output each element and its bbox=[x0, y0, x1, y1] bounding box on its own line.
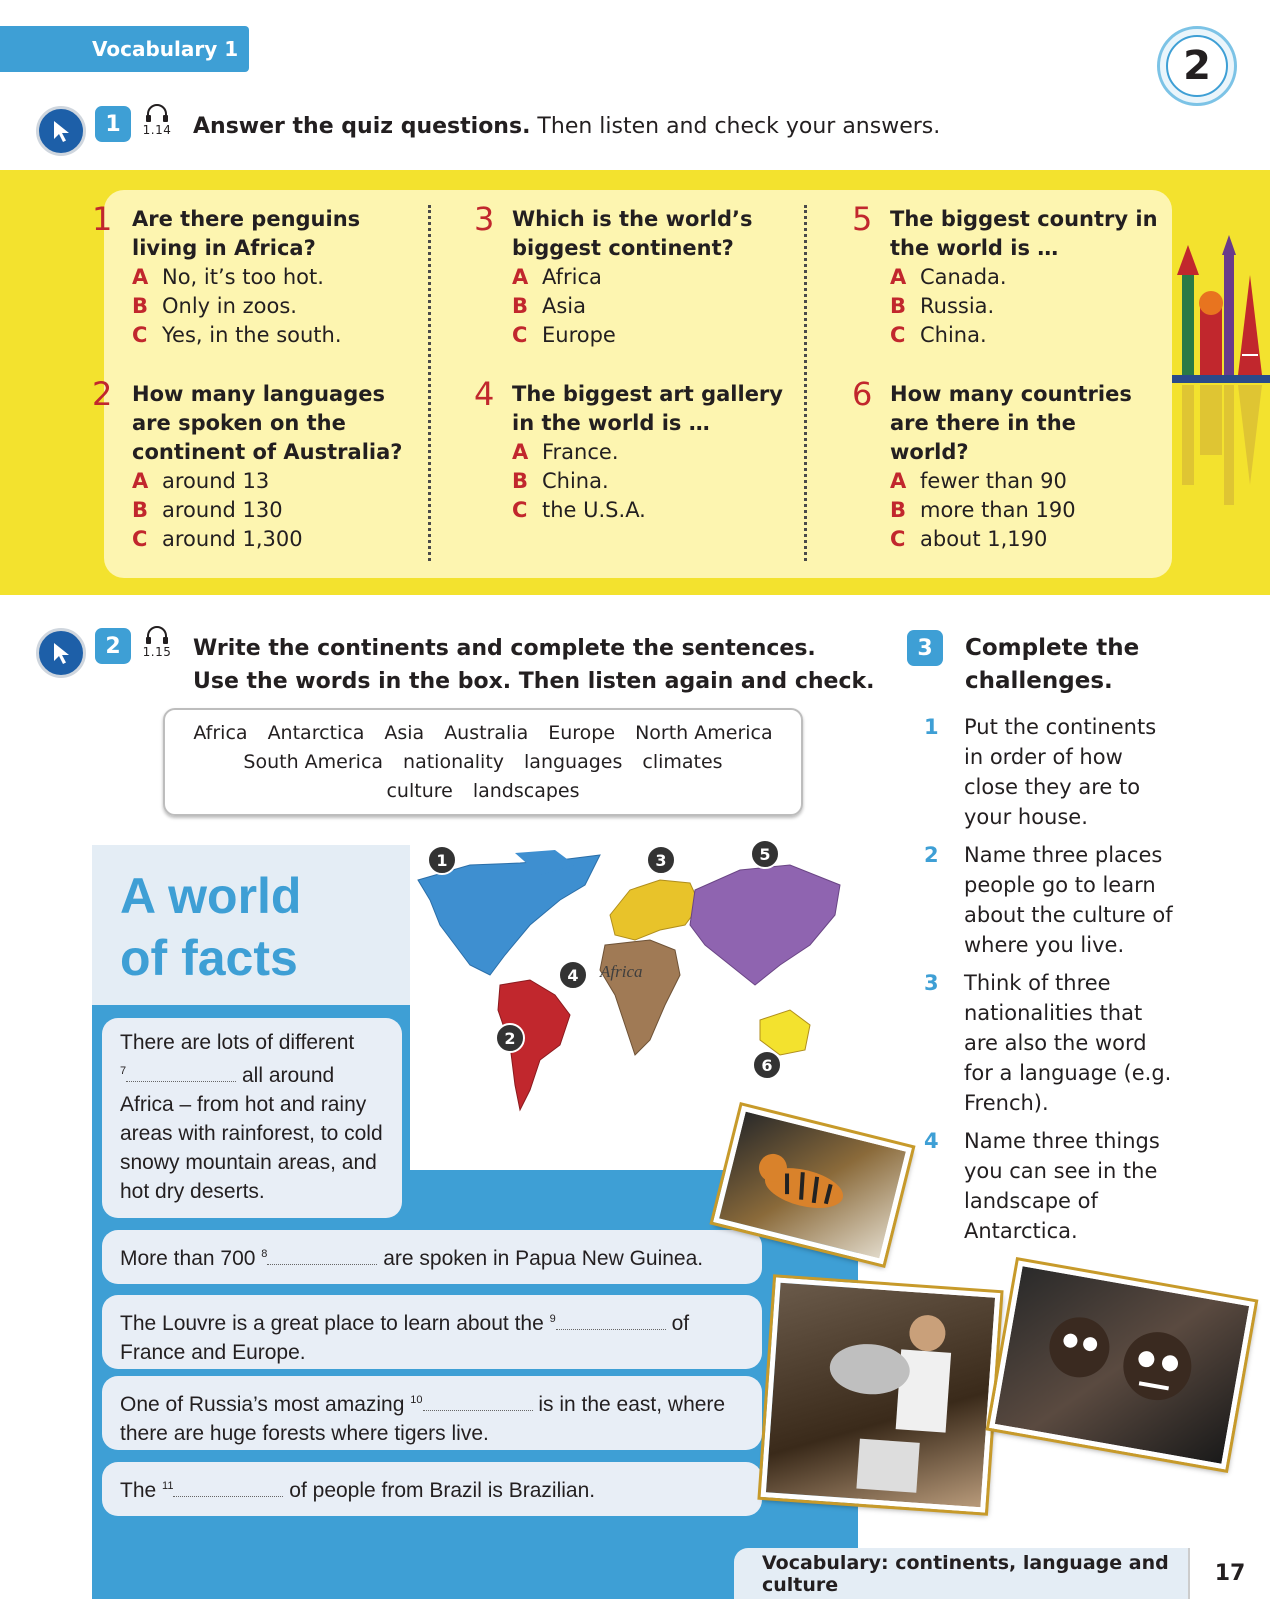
word: Africa bbox=[193, 722, 248, 744]
exercise-1-instruction bbox=[193, 110, 940, 143]
answer-option[interactable]: C around 1,300 bbox=[132, 527, 303, 551]
exercise-2-number: 2 bbox=[95, 628, 131, 664]
answer-blank-7[interactable] bbox=[126, 1064, 236, 1082]
article-title-line-1: A world bbox=[120, 868, 302, 924]
answer-option[interactable]: B Only in zoos. bbox=[132, 294, 297, 318]
question-text: Which is the world’s biggest continent? bbox=[512, 207, 753, 260]
audio-track-2[interactable] bbox=[134, 625, 180, 671]
map-marker-1: 1 bbox=[427, 845, 457, 875]
headphones-icon bbox=[144, 103, 170, 123]
quiz-question-4 bbox=[474, 375, 792, 525]
challenge-item: 3 Think of three nationalities that are also the word for a language (e.g. French). bbox=[924, 971, 1172, 1115]
word: Australia bbox=[444, 722, 529, 744]
question-number: 2 bbox=[92, 375, 113, 413]
fact-box-11: The $^{11}$ of people from Brazil is Brazilian. bbox=[102, 1462, 762, 1516]
audio-track-1[interactable] bbox=[134, 103, 180, 149]
unit-number: 2 bbox=[1166, 35, 1228, 97]
answer-option[interactable]: A Africa bbox=[512, 265, 602, 289]
painted-faces-photo bbox=[989, 1260, 1255, 1469]
answer-option[interactable]: C Europe bbox=[512, 323, 616, 347]
answer-option[interactable]: C about 1,190 bbox=[890, 527, 1048, 551]
answer-option[interactable]: B China. bbox=[512, 469, 609, 493]
instruction-line-2: Use the words in the box. Then listen again and check. bbox=[193, 669, 875, 694]
quiz-question-2 bbox=[92, 375, 424, 554]
answer-option[interactable]: C China. bbox=[890, 323, 987, 347]
map-marker-6: 6 bbox=[752, 1050, 782, 1080]
answer-option[interactable]: C the U.S.A. bbox=[512, 498, 646, 522]
answer-blank-8[interactable] bbox=[267, 1247, 377, 1265]
question-text: Are there penguins living in Africa? bbox=[132, 207, 361, 260]
instruction-line-1: Write the continents and complete the sentences. bbox=[193, 636, 816, 661]
answer-option[interactable]: A France. bbox=[512, 440, 619, 464]
landmarks-illustration bbox=[1172, 235, 1270, 555]
word: Europe bbox=[548, 722, 616, 744]
question-number: 4 bbox=[474, 375, 495, 413]
article-title-panel bbox=[92, 845, 410, 1005]
word: languages bbox=[524, 751, 623, 773]
word-box bbox=[163, 708, 803, 816]
unit-badge bbox=[1157, 26, 1237, 106]
challenge-item: 2 Name three places people go to learn about the culture of where you live. bbox=[924, 843, 1173, 957]
fact-box-10: One of Russia’s most amazing $^{10}$ is in the east, where there are huge forests where tigers live. bbox=[102, 1376, 762, 1450]
page-number: 17 bbox=[1188, 1548, 1270, 1599]
europe-shape bbox=[610, 880, 700, 940]
map-marker-4: 4 bbox=[558, 960, 588, 990]
challenges-list bbox=[920, 712, 1190, 1254]
headphones-icon bbox=[144, 625, 170, 645]
question-text: How many languages are spoken on the continent of Australia? bbox=[132, 382, 403, 464]
word: culture bbox=[386, 780, 453, 802]
challenge-item: 4 Name three things you can see in the landscape of Antarctica. bbox=[924, 1129, 1160, 1243]
asia-shape bbox=[690, 865, 840, 985]
article-title-line-2: of facts bbox=[120, 930, 298, 986]
cursor-icon[interactable] bbox=[36, 628, 86, 678]
answer-option[interactable]: B Russia. bbox=[890, 294, 995, 318]
answer-option[interactable]: A No, it’s too hot. bbox=[132, 265, 324, 289]
question-text: The biggest country in the world is … bbox=[890, 207, 1158, 260]
exercise-3-number: 3 bbox=[907, 630, 943, 666]
quiz-question-5 bbox=[852, 200, 1160, 350]
page-footer bbox=[734, 1548, 1270, 1599]
question-number: 6 bbox=[852, 375, 873, 413]
word: Antarctica bbox=[267, 722, 365, 744]
answer-option[interactable]: A fewer than 90 bbox=[890, 469, 1067, 493]
instruction-rest: Then listen and check your answers. bbox=[530, 114, 941, 139]
audio-track-number: 1.14 bbox=[142, 123, 172, 137]
map-marker-3: 3 bbox=[646, 845, 676, 875]
answer-option[interactable]: A Canada. bbox=[890, 265, 1007, 289]
challenge-item: 1 Put the continents in order of how close they are to your house. bbox=[924, 715, 1157, 829]
answer-blank-10[interactable] bbox=[423, 1393, 533, 1411]
answer-blank-9[interactable] bbox=[556, 1312, 666, 1330]
answer-blank-11[interactable] bbox=[173, 1479, 283, 1497]
question-text: The biggest art gallery in the world is … bbox=[512, 382, 783, 435]
map-marker-2: 2 bbox=[495, 1023, 525, 1053]
column-divider bbox=[428, 205, 431, 561]
musicians-photo bbox=[761, 1277, 1001, 1512]
question-number: 3 bbox=[474, 200, 495, 238]
answer-option[interactable]: A around 13 bbox=[132, 469, 270, 493]
instruction-bold: Answer the quiz questions. bbox=[193, 114, 531, 139]
cursor-icon[interactable] bbox=[36, 106, 86, 156]
audio-track-number: 1.15 bbox=[142, 645, 172, 659]
section-tab-label: Vocabulary 1 bbox=[92, 37, 239, 61]
question-number: 5 bbox=[852, 200, 873, 238]
fact-box-9: The Louvre is a great place to learn about the $^9$ of France and Europe. bbox=[102, 1295, 762, 1369]
question-number: 1 bbox=[92, 200, 113, 238]
quiz-question-3 bbox=[474, 200, 792, 350]
word: climates bbox=[642, 751, 723, 773]
word: nationality bbox=[403, 751, 505, 773]
map-marker-5: 5 bbox=[750, 839, 780, 869]
fact-box-8: More than 700 $^8$ are spoken in Papua New Guinea. bbox=[102, 1230, 762, 1284]
map-label-africa: Africa bbox=[600, 962, 643, 981]
word: South America bbox=[243, 751, 384, 773]
exercise-1-number: 1 bbox=[95, 106, 131, 142]
word: Asia bbox=[384, 722, 425, 744]
quiz-question-6 bbox=[852, 375, 1160, 554]
africa-shape bbox=[600, 940, 680, 1055]
answer-option[interactable]: B around 130 bbox=[132, 498, 283, 522]
word: landscapes bbox=[472, 780, 580, 802]
column-divider bbox=[804, 205, 807, 561]
word: North America bbox=[635, 722, 773, 744]
footer-text: Vocabulary: continents, language and culture bbox=[762, 1551, 1169, 1596]
exercise-2-instruction bbox=[193, 632, 875, 698]
section-tab bbox=[0, 26, 249, 72]
australia-shape bbox=[760, 1010, 810, 1055]
answer-option[interactable]: B Asia bbox=[512, 294, 587, 318]
fact-box-7: There are lots of different $^7$ all around Africa – from hot and rainy areas with rainforest, to cold snowy mountain areas, and hot dry deserts. bbox=[102, 1018, 402, 1218]
answer-option[interactable]: B more than 190 bbox=[890, 498, 1076, 522]
exercise-3-title: Complete the challenges. bbox=[965, 635, 1140, 694]
question-text: How many countries are there in the world? bbox=[890, 382, 1132, 464]
quiz-question-1 bbox=[92, 200, 424, 350]
answer-option[interactable]: C Yes, in the south. bbox=[132, 323, 342, 347]
